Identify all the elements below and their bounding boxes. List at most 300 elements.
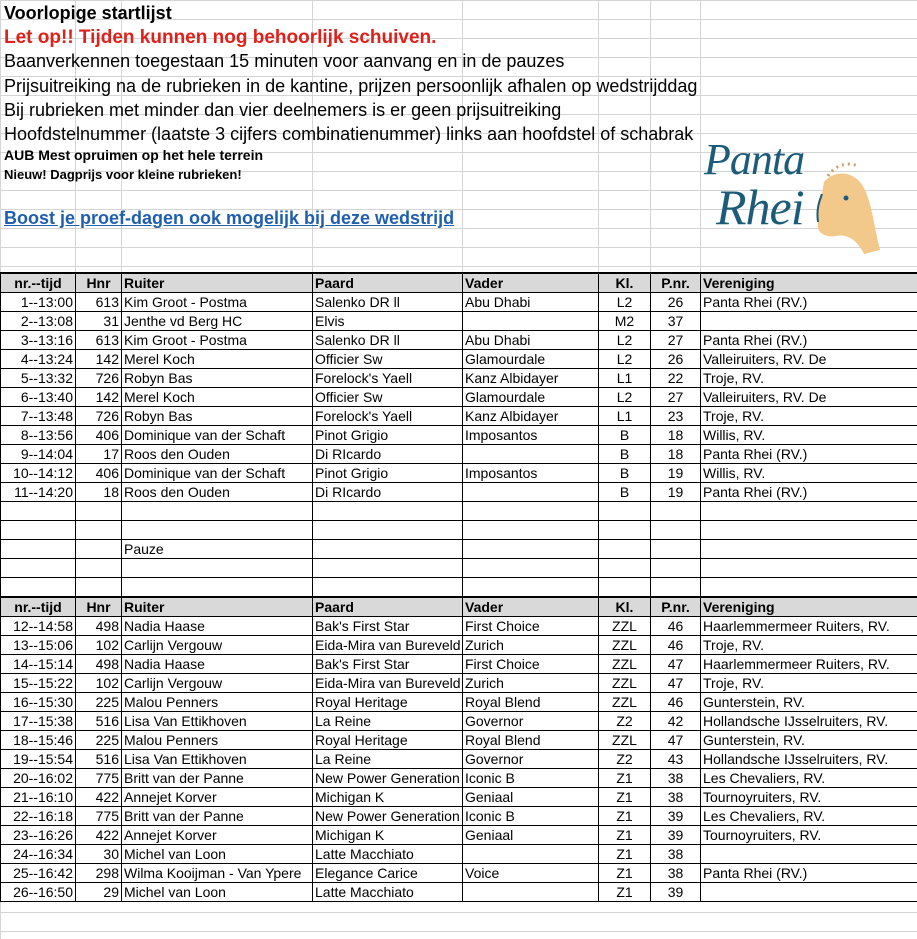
test-number-cell: 23 xyxy=(651,407,701,426)
sire-cell xyxy=(463,540,599,559)
club-cell: Troje, RV. xyxy=(701,636,917,655)
club-cell: Valleiruiters, RV. De xyxy=(701,388,917,407)
table-row xyxy=(1,655,917,674)
note-prize-giving: Prijsuitreiking na de rubrieken in de kantine, prijzen persoonlijk afhalen op wedstrijddag xyxy=(4,76,698,96)
horse-cell: Eida-Mira van Bureveld xyxy=(313,674,463,693)
class-cell: L2 xyxy=(599,331,651,350)
rider-cell: Robyn Bas xyxy=(122,369,313,388)
bridle-number-cell xyxy=(76,559,122,578)
club-cell: Troje, RV. xyxy=(701,674,917,693)
class-cell: L2 xyxy=(599,350,651,369)
test-number-cell xyxy=(651,502,701,521)
rider-cell: Roos den Ouden xyxy=(122,483,313,502)
class-cell: ZZL xyxy=(599,674,651,693)
table-row xyxy=(1,864,917,883)
table-row xyxy=(1,693,917,712)
startlist-table-2 xyxy=(0,596,917,902)
test-number-cell: 38 xyxy=(651,864,701,883)
table-row xyxy=(1,426,917,445)
column-header-kl: Kl. xyxy=(599,273,651,293)
class-cell: Z1 xyxy=(599,807,651,826)
horse-cell: Forelock's Yaell xyxy=(313,369,463,388)
horse-cell: Pinot Grigio xyxy=(313,464,463,483)
start-time-cell xyxy=(1,521,76,540)
table-row xyxy=(1,559,917,578)
sire-cell xyxy=(463,845,599,864)
horse-cell: La Reine xyxy=(313,750,463,769)
bridle-number-cell: 406 xyxy=(76,464,122,483)
table-row xyxy=(1,750,917,769)
table-row xyxy=(1,502,917,521)
bridle-number-cell: 18 xyxy=(76,483,122,502)
start-time-cell: 11--14:20 xyxy=(1,483,76,502)
horse-cell: Bak's First Star xyxy=(313,655,463,674)
class-cell: B xyxy=(599,426,651,445)
horse-cell xyxy=(313,559,463,578)
class-cell xyxy=(599,540,651,559)
start-time-cell: 6--13:40 xyxy=(1,388,76,407)
column-header-pnr: P.nr. xyxy=(651,273,701,293)
sire-cell: Imposantos xyxy=(463,464,599,483)
bridle-number-cell: 613 xyxy=(76,331,122,350)
bridle-number-cell: 29 xyxy=(76,883,122,902)
bridle-number-cell: 422 xyxy=(76,826,122,845)
test-number-cell: 38 xyxy=(651,788,701,807)
club-cell: Tournoyruiters, RV. xyxy=(701,788,917,807)
test-number-cell: 18 xyxy=(651,445,701,464)
horse-cell: Forelock's Yaell xyxy=(313,407,463,426)
test-number-cell: 38 xyxy=(651,769,701,788)
club-cell: Haarlemmermeer Ruiters, RV. xyxy=(701,617,917,636)
rider-cell: Nadia Haase xyxy=(122,655,313,674)
sire-cell xyxy=(463,445,599,464)
rider-cell: Kim Groot - Postma xyxy=(122,293,313,312)
test-number-cell: 18 xyxy=(651,426,701,445)
rider-cell: Wilma Kooijman - Van Ypere xyxy=(122,864,313,883)
rider-cell: Malou Penners xyxy=(122,693,313,712)
class-cell: Z1 xyxy=(599,883,651,902)
rider-cell: Carlijn Vergouw xyxy=(122,636,313,655)
start-time-cell: 4--13:24 xyxy=(1,350,76,369)
sire-cell: Glamourdale xyxy=(463,388,599,407)
class-cell xyxy=(599,559,651,578)
sire-cell xyxy=(463,883,599,902)
class-cell: ZZL xyxy=(599,693,651,712)
class-cell: ZZL xyxy=(599,617,651,636)
class-cell: Z1 xyxy=(599,788,651,807)
rider-cell: Carlijn Vergouw xyxy=(122,674,313,693)
start-time-cell: 18--15:46 xyxy=(1,731,76,750)
sire-cell: Imposantos xyxy=(463,426,599,445)
bridle-number-cell xyxy=(76,578,122,597)
test-number-cell: 46 xyxy=(651,693,701,712)
rider-cell: Annejet Korver xyxy=(122,788,313,807)
sire-cell xyxy=(463,483,599,502)
rider-cell xyxy=(122,578,313,597)
club-cell: Panta Rhei (RV.) xyxy=(701,293,917,312)
start-time-cell: 22--16:18 xyxy=(1,807,76,826)
rider-cell: Lisa Van Ettikhoven xyxy=(122,712,313,731)
horse-cell: Latte Macchiato xyxy=(313,845,463,864)
horse-cell: Officier Sw xyxy=(313,388,463,407)
rider-cell: Kim Groot - Postma xyxy=(122,331,313,350)
column-header-nr: nr.--tijd xyxy=(1,597,76,617)
bridle-number-cell xyxy=(76,521,122,540)
club-cell: Troje, RV. xyxy=(701,407,917,426)
rider-cell: Dominique van der Schaft xyxy=(122,426,313,445)
horse-cell: Di RIcardo xyxy=(313,445,463,464)
bridle-number-cell: 142 xyxy=(76,388,122,407)
horse-cell: Michigan K xyxy=(313,788,463,807)
sire-cell: First Choice xyxy=(463,617,599,636)
horse-cell: Elegance Carice xyxy=(313,864,463,883)
class-cell: B xyxy=(599,445,651,464)
horse-cell: New Power Generation xyxy=(313,769,463,788)
column-header-nr: nr.--tijd xyxy=(1,273,76,293)
start-time-cell xyxy=(1,578,76,597)
club-cell xyxy=(701,312,917,331)
table-row xyxy=(1,883,917,902)
club-cell: Troje, RV. xyxy=(701,369,917,388)
bridle-number-cell: 225 xyxy=(76,693,122,712)
sire-cell: Royal Blend xyxy=(463,731,599,750)
test-number-cell: 47 xyxy=(651,731,701,750)
sire-cell: Kanz Albidayer xyxy=(463,369,599,388)
class-cell xyxy=(599,502,651,521)
class-cell: Z2 xyxy=(599,712,651,731)
horse-cell: Royal Heritage xyxy=(313,693,463,712)
club-cell: Gunterstein, RV. xyxy=(701,693,917,712)
bridle-number-cell: 142 xyxy=(76,350,122,369)
horse-cell xyxy=(313,521,463,540)
table-row xyxy=(1,331,917,350)
start-time-cell: 21--16:10 xyxy=(1,788,76,807)
rider-cell: Britt van der Panne xyxy=(122,807,313,826)
test-number-cell: 22 xyxy=(651,369,701,388)
club-cell: Willis, RV. xyxy=(701,426,917,445)
test-number-cell: 27 xyxy=(651,388,701,407)
table-row xyxy=(1,807,917,826)
club-cell: Panta Rhei (RV.) xyxy=(701,445,917,464)
test-number-cell: 39 xyxy=(651,807,701,826)
column-header-paard: Paard xyxy=(313,273,463,293)
table-row xyxy=(1,712,917,731)
table-row xyxy=(1,731,917,750)
start-time-cell: 2--13:08 xyxy=(1,312,76,331)
test-number-cell: 19 xyxy=(651,483,701,502)
column-header-paard: Paard xyxy=(313,597,463,617)
test-number-cell: 42 xyxy=(651,712,701,731)
start-time-cell xyxy=(1,559,76,578)
start-time-cell: 14--15:14 xyxy=(1,655,76,674)
table-row xyxy=(1,312,917,331)
club-cell: Haarlemmermeer Ruiters, RV. xyxy=(701,655,917,674)
note-course-walk: Baanverkennen toegestaan 15 minuten voor aanvang en in de pauzes xyxy=(4,51,565,71)
bridle-number-cell: 516 xyxy=(76,712,122,731)
bridle-number-cell: 17 xyxy=(76,445,122,464)
rider-cell: Malou Penners xyxy=(122,731,313,750)
class-cell: M2 xyxy=(599,312,651,331)
warning-text: Let op!! Tijden kunnen nog behoorlijk schuiven. xyxy=(4,27,437,48)
sire-cell: Voice xyxy=(463,864,599,883)
bridle-number-cell: 298 xyxy=(76,864,122,883)
test-number-cell: 38 xyxy=(651,845,701,864)
start-time-cell: 12--14:58 xyxy=(1,617,76,636)
table-row xyxy=(1,617,917,636)
club-cell xyxy=(701,502,917,521)
logo-text-rhei: Rhei xyxy=(716,179,804,235)
start-time-cell: 13--15:06 xyxy=(1,636,76,655)
club-cell: Panta Rhei (RV.) xyxy=(701,331,917,350)
column-header-ruiter: Ruiter xyxy=(122,597,313,617)
bridle-number-cell: 726 xyxy=(76,407,122,426)
club-cell xyxy=(701,540,917,559)
table-row xyxy=(1,464,917,483)
bridle-number-cell: 102 xyxy=(76,674,122,693)
sire-cell xyxy=(463,578,599,597)
table-row xyxy=(1,788,917,807)
sire-cell: Glamourdale xyxy=(463,350,599,369)
column-header-kl: Kl. xyxy=(599,597,651,617)
sire-cell: Zurich xyxy=(463,674,599,693)
horse-cell: Di RIcardo xyxy=(313,483,463,502)
sire-cell: Kanz Albidayer xyxy=(463,407,599,426)
rider-cell: Lisa Van Ettikhoven xyxy=(122,750,313,769)
club-cell xyxy=(701,559,917,578)
rider-cell: Merel Koch xyxy=(122,350,313,369)
rider-cell: Annejet Korver xyxy=(122,826,313,845)
club-cell: Tournoyruiters, RV. xyxy=(701,826,917,845)
table-header-row xyxy=(1,273,917,293)
bridle-number-cell: 498 xyxy=(76,617,122,636)
start-time-cell xyxy=(1,540,76,559)
rider-cell: Michel van Loon xyxy=(122,845,313,864)
start-time-cell xyxy=(1,502,76,521)
note-manure: AUB Mest opruimen op het hele terrein xyxy=(4,147,264,163)
table-row xyxy=(1,674,917,693)
table-row xyxy=(1,369,917,388)
rider-cell xyxy=(122,521,313,540)
column-header-hnr: Hnr xyxy=(76,273,122,293)
start-time-cell: 26--16:50 xyxy=(1,883,76,902)
start-time-cell: 19--15:54 xyxy=(1,750,76,769)
class-cell xyxy=(599,578,651,597)
club-cell: Les Chevaliers, RV. xyxy=(701,807,917,826)
sire-cell xyxy=(463,312,599,331)
test-number-cell: 26 xyxy=(651,350,701,369)
club-cell: Valleiruiters, RV. De xyxy=(701,350,917,369)
sire-cell: Governor xyxy=(463,712,599,731)
sire-cell: Geniaal xyxy=(463,788,599,807)
class-cell: L1 xyxy=(599,369,651,388)
class-cell xyxy=(599,521,651,540)
horse-cell: La Reine xyxy=(313,712,463,731)
test-number-cell xyxy=(651,578,701,597)
horse-cell xyxy=(313,540,463,559)
start-time-cell: 25--16:42 xyxy=(1,864,76,883)
horse-cell: Officier Sw xyxy=(313,350,463,369)
column-header-ruiter: Ruiter xyxy=(122,273,313,293)
bridle-number-cell: 775 xyxy=(76,769,122,788)
column-header-ver: Vereniging xyxy=(701,597,917,617)
start-time-cell: 15--15:22 xyxy=(1,674,76,693)
class-cell: L1 xyxy=(599,407,651,426)
logo-text-panta: Panta xyxy=(704,135,805,184)
rider-cell: Nadia Haase xyxy=(122,617,313,636)
bridle-number-cell: 406 xyxy=(76,426,122,445)
club-cell: Willis, RV. xyxy=(701,464,917,483)
start-time-cell: 10--14:12 xyxy=(1,464,76,483)
table-row xyxy=(1,578,917,597)
column-header-pnr: P.nr. xyxy=(651,597,701,617)
table-row xyxy=(1,293,917,312)
startlist-table-1 xyxy=(0,272,917,597)
horse-cell: Salenko DR ll xyxy=(313,293,463,312)
class-cell: L2 xyxy=(599,293,651,312)
horse-cell xyxy=(313,578,463,597)
sire-cell: Geniaal xyxy=(463,826,599,845)
table-row xyxy=(1,845,917,864)
class-cell: Z1 xyxy=(599,864,651,883)
horse-cell: Royal Heritage xyxy=(313,731,463,750)
note-day-prize: Nieuw! Dagprijs voor kleine rubrieken! xyxy=(4,167,242,182)
rider-cell: Michel van Loon xyxy=(122,883,313,902)
bridle-number-cell xyxy=(76,502,122,521)
club-cell: Les Chevaliers, RV. xyxy=(701,769,917,788)
test-number-cell: 46 xyxy=(651,636,701,655)
table-row xyxy=(1,521,917,540)
start-time-cell: 3--13:16 xyxy=(1,331,76,350)
horse-cell: Michigan K xyxy=(313,826,463,845)
bridle-number-cell: 30 xyxy=(76,845,122,864)
club-cell: Hollandsche IJsselruiters, RV. xyxy=(701,712,917,731)
rider-cell: Roos den Ouden xyxy=(122,445,313,464)
horse-cell: Bak's First Star xyxy=(313,617,463,636)
club-cell: Panta Rhei (RV.) xyxy=(701,483,917,502)
note-small-classes: Bij rubrieken met minder dan vier deelnemers is er geen prijsuitreiking xyxy=(4,100,562,120)
test-number-cell xyxy=(651,521,701,540)
start-time-cell: 17--15:38 xyxy=(1,712,76,731)
rider-cell: Robyn Bas xyxy=(122,407,313,426)
bridle-number-cell: 102 xyxy=(76,636,122,655)
column-header-vader: Vader xyxy=(463,597,599,617)
bridle-number-cell: 422 xyxy=(76,788,122,807)
class-cell: ZZL xyxy=(599,636,651,655)
club-cell: Gunterstein, RV. xyxy=(701,731,917,750)
test-number-cell: 19 xyxy=(651,464,701,483)
club-cell xyxy=(701,883,917,902)
test-number-cell: 39 xyxy=(651,826,701,845)
page-title: Voorlopige startlijst xyxy=(4,3,172,23)
table-row xyxy=(1,483,917,502)
test-number-cell: 46 xyxy=(651,617,701,636)
horse-cell: Latte Macchiato xyxy=(313,883,463,902)
sire-cell xyxy=(463,559,599,578)
table-row xyxy=(1,636,917,655)
club-cell: Hollandsche IJsselruiters, RV. xyxy=(701,750,917,769)
start-time-cell: 1--13:00 xyxy=(1,293,76,312)
rider-cell xyxy=(122,559,313,578)
sire-cell: Abu Dhabi xyxy=(463,331,599,350)
horse-cell: New Power Generation xyxy=(313,807,463,826)
class-cell: Z1 xyxy=(599,769,651,788)
column-header-hnr: Hnr xyxy=(76,597,122,617)
table-row xyxy=(1,407,917,426)
horse-cell: Salenko DR ll xyxy=(313,331,463,350)
start-time-cell: 24--16:34 xyxy=(1,845,76,864)
test-number-cell xyxy=(651,540,701,559)
horse-cell xyxy=(313,502,463,521)
class-cell: ZZL xyxy=(599,731,651,750)
start-time-cell: 16--15:30 xyxy=(1,693,76,712)
sire-cell: Iconic B xyxy=(463,769,599,788)
column-header-ver: Vereniging xyxy=(701,273,917,293)
sire-cell: Iconic B xyxy=(463,807,599,826)
table-header-row xyxy=(1,597,917,617)
start-time-cell: 9--14:04 xyxy=(1,445,76,464)
class-cell: B xyxy=(599,483,651,502)
class-cell: Z1 xyxy=(599,845,651,864)
horse-cell: Pinot Grigio xyxy=(313,426,463,445)
bridle-number-cell xyxy=(76,540,122,559)
column-header-vader: Vader xyxy=(463,273,599,293)
class-cell: Z1 xyxy=(599,826,651,845)
horse-cell: Eida-Mira van Bureveld xyxy=(313,636,463,655)
rider-cell xyxy=(122,502,313,521)
sire-cell: Royal Blend xyxy=(463,693,599,712)
class-cell: L2 xyxy=(599,388,651,407)
test-number-cell: 43 xyxy=(651,750,701,769)
boost-link[interactable]: Boost je proef-dagen ook mogelijk bij deze wedstrijd xyxy=(4,208,455,228)
class-cell: Z2 xyxy=(599,750,651,769)
test-number-cell: 27 xyxy=(651,331,701,350)
bridle-number-cell: 498 xyxy=(76,655,122,674)
sire-cell: Zurich xyxy=(463,636,599,655)
test-number-cell xyxy=(651,559,701,578)
rider-cell: Dominique van der Schaft xyxy=(122,464,313,483)
table-row xyxy=(1,388,917,407)
bridle-number-cell: 31 xyxy=(76,312,122,331)
rider-cell: Jenthe vd Berg HC xyxy=(122,312,313,331)
sire-cell: First Choice xyxy=(463,655,599,674)
class-cell: B xyxy=(599,464,651,483)
test-number-cell: 47 xyxy=(651,655,701,674)
table-row xyxy=(1,540,917,559)
sire-cell xyxy=(463,502,599,521)
test-number-cell: 37 xyxy=(651,312,701,331)
bridle-number-cell: 775 xyxy=(76,807,122,826)
note-bridle-number: Hoofdstelnummer (laatste 3 cijfers combinatienummer) links aan hoofdstel of schabrak xyxy=(4,124,694,144)
sire-cell xyxy=(463,521,599,540)
table-row xyxy=(1,445,917,464)
club-cell xyxy=(701,845,917,864)
rider-cell: Britt van der Panne xyxy=(122,769,313,788)
horse-cell: Elvis xyxy=(313,312,463,331)
sire-cell: Abu Dhabi xyxy=(463,293,599,312)
pause-label: Pauze xyxy=(122,540,313,559)
start-time-cell: 5--13:32 xyxy=(1,369,76,388)
bridle-number-cell: 726 xyxy=(76,369,122,388)
table-row xyxy=(1,826,917,845)
test-number-cell: 47 xyxy=(651,674,701,693)
club-cell xyxy=(701,578,917,597)
table-row xyxy=(1,350,917,369)
start-time-cell: 20--16:02 xyxy=(1,769,76,788)
table-row xyxy=(1,769,917,788)
start-time-cell: 7--13:48 xyxy=(1,407,76,426)
panta-rhei-logo xyxy=(696,135,882,264)
bridle-number-cell: 225 xyxy=(76,731,122,750)
